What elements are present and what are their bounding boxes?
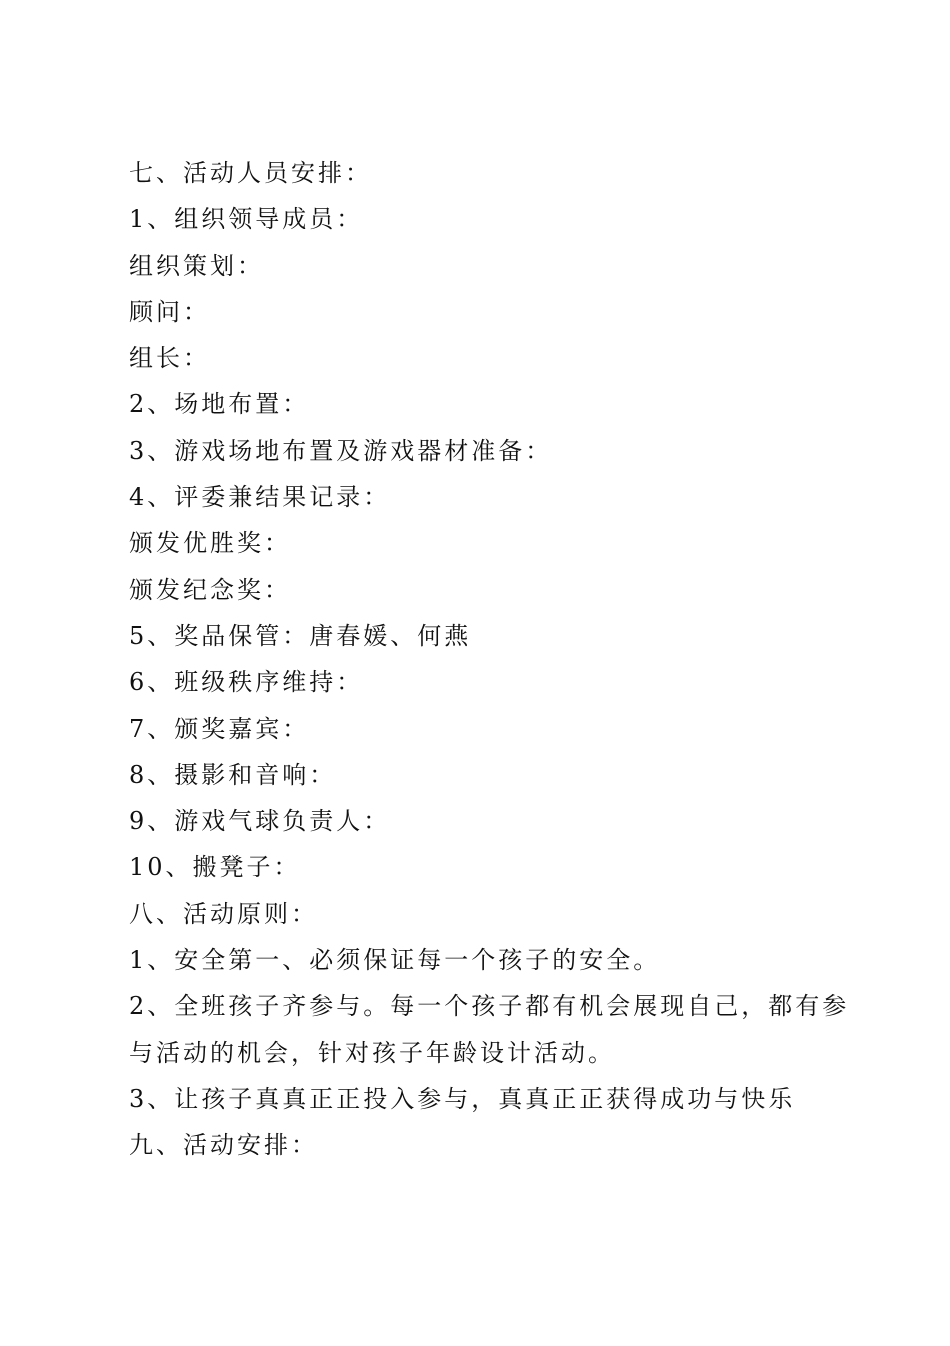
text-line: 组织策划： [129,251,264,280]
text-line: 颁发优胜奖： [129,529,291,558]
text-line: 颁发纪念奖： [129,575,291,604]
text-line: 1、组织领导成员： [129,205,364,234]
text-line: 8、摄影和音响： [129,760,337,789]
text-line: 3、让孩子真真正正投入参与，真真正正获得成功与快乐 [129,1084,796,1113]
section-heading-arrangement: 九、活动安排： [129,1131,318,1160]
text-line: 1、安全第一、必须保证每一个孩子的安全。 [129,946,661,975]
text-line: 顾问： [129,297,210,326]
text-line: 4、评委兼结果记录： [129,483,391,512]
text-line: 10、搬凳子： [129,853,301,882]
document-body [129,150,850,1169]
text-line: 组长： [129,344,210,373]
text-line: 2、场地布置： [129,390,310,419]
text-line: 9、游戏气球负责人： [129,807,391,836]
text-line: 2、全班孩子齐参与。每一个孩子都有机会展现自己，都有参 [129,992,850,1021]
text-line: 3、游戏场地布置及游戏器材准备： [129,436,553,465]
text-line: 6、班级秩序维持： [129,668,364,697]
section-heading-staffing: 七、活动人员安排： [129,159,372,187]
text-line: 7、颁奖嘉宾： [129,714,310,743]
text-line: 5、奖品保管：唐春媛、何燕 [129,621,472,650]
text-line: 与活动的机会，针对孩子年龄设计活动。 [129,1038,615,1067]
section-heading-principles: 八、活动原则： [129,899,318,928]
